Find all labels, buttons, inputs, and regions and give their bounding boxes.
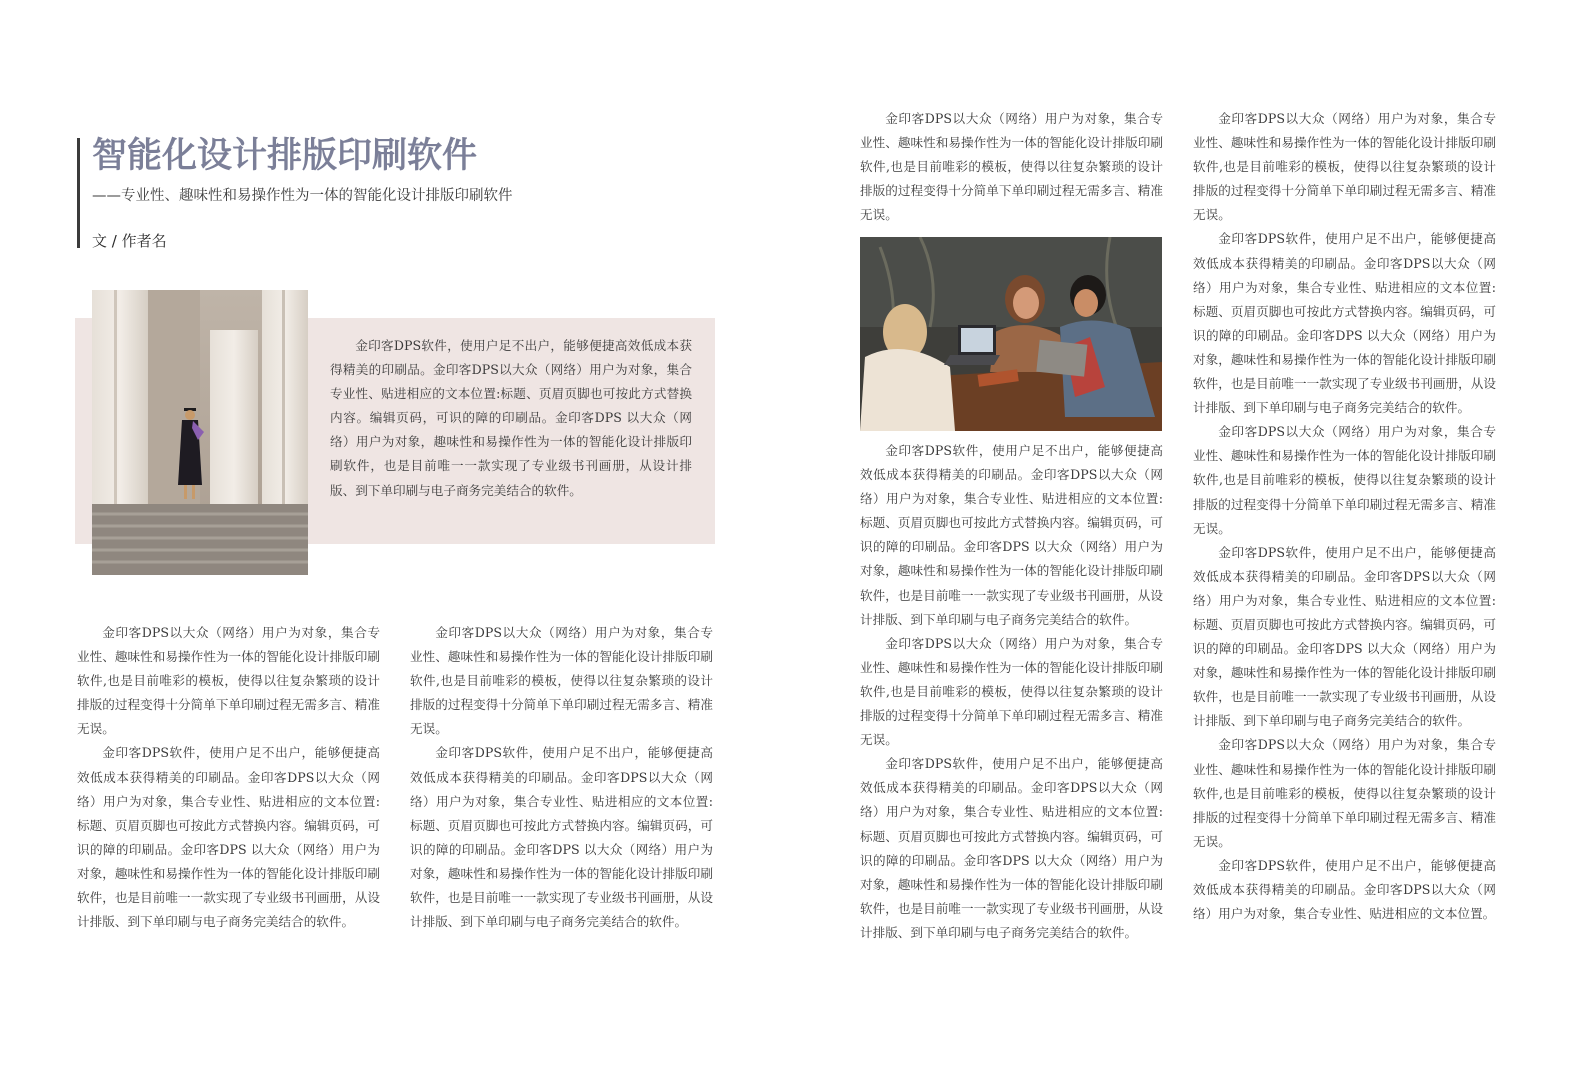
column-1 (77, 621, 380, 934)
column-paragraph: 金印客DPS以大众（网络）用户为对象，集合专业性、趣味性和易操作性为一体的智能化设计排版印刷软件,也是目前唯彩的模板，使得以往复杂繁琐的设计排版的过程变得十分简单下单印刷过程无需多言、精准无误。 (1193, 424, 1496, 536)
column-paragraph: 金印客DPS以大众（网络）用户为对象，集合专业性、趣味性和易操作性为一体的智能化设计排版印刷软件,也是目前唯彩的模板，使得以往复杂繁琐的设计排版的过程变得十分简单下单印刷过程无需多言、精准无误。 (1193, 737, 1496, 849)
column-paragraph: 金印客DPS以大众（网络）用户为对象，集合专业性、趣味性和易操作性为一体的智能化设计排版印刷软件,也是目前唯彩的模板，使得以往复杂繁琐的设计排版的过程变得十分简单下单印刷过程无需多言、精准无误。 (77, 625, 380, 737)
column-paragraph: 金印客DPS软件，使用户足不出户，能够便捷高效低成本获得精美的印刷品。金印客DPS以大众（网络）用户为对象，集合专业性、贴进相应的文本位置:标题、页眉页脚也可按此方式替换内容。编辑页码，可识的障的印刷品。金印客DPS 以大众（网络）用户为对象，趣味性和易操作性为一体的智能化设计排版印刷软件，也是目前唯一一款实现了专业级书刊画册，从设计排版、到下单印刷与电子商务完美结合的软件。 (77, 745, 380, 930)
feature-paragraph: 金印客DPS软件，使用户足不出户，能够便捷高效低成本获得精美的印刷品。金印客DPS以大众（网络）用户为对象，集合专业性、贴进相应的文本位置:标题、页眉页脚也可按此方式替换内容。编辑页码，可识的障的印刷品。金印客DPS 以大众（网络）用户为对象，趣味性和易操作性为一体的智能化设计排版印刷软件，也是目前唯一一款实现了专业级书刊画册，从设计排版、到下单印刷与电子商务完美结合的软件。 (330, 338, 692, 498)
column-paragraph: 金印客DPS软件，使用户足不出户，能够便捷高效低成本获得精美的印刷品。金印客DPS以大众（网络）用户为对象，集合专业性、贴进相应的文本位置。 (1193, 857, 1496, 922)
article-title: 智能化设计排版印刷软件 (92, 136, 478, 176)
column-paragraph: 金印客DPS软件，使用户足不出户，能够便捷高效低成本获得精美的印刷品。金印客DPS以大众（网络）用户为对象，集合专业性、贴进相应的文本位置:标题、页眉页脚也可按此方式替换内容。编辑页码，可识的障的印刷品。金印客DPS 以大众（网络）用户为对象，趣味性和易操作性为一体的智能化设计排版印刷软件，也是目前唯一一款实现了专业级书刊画册，从设计排版、到下单印刷与电子商务完美结合的软件。 (410, 745, 713, 930)
column-paragraph: 金印客DPS以大众（网络）用户为对象，集合专业性、趣味性和易操作性为一体的智能化设计排版印刷软件,也是目前唯彩的模板，使得以往复杂繁琐的设计排版的过程变得十分简单下单印刷过程无需多言、精准无误。 (410, 625, 713, 737)
column-2 (410, 621, 713, 934)
header-accent-bar (77, 138, 80, 248)
column-paragraph: 金印客DPS软件，使用户足不出户，能够便捷高效低成本获得精美的印刷品。金印客DPS以大众（网络）用户为对象，集合专业性、贴进相应的文本位置:标题、页眉页脚也可按此方式替换内容。编辑页码，可识的障的印刷品。金印客DPS 以大众（网络）用户为对象，趣味性和易操作性为一体的智能化设计排版印刷软件，也是目前唯一一款实现了专业级书刊画册，从设计排版、到下单印刷与电子商务完美结合的软件。 (860, 756, 1163, 940)
column-paragraph: 金印客DPS软件，使用户足不出户，能够便捷高效低成本获得精美的印刷品。金印客DPS以大众（网络）用户为对象，集合专业性、贴进相应的文本位置:标题、页眉页脚也可按此方式替换内容。编辑页码，可识的障的印刷品。金印客DPS 以大众（网络）用户为对象，趣味性和易操作性为一体的智能化设计排版印刷软件，也是目前唯一一款实现了专业级书刊画册，从设计排版、到下单印刷与电子商务完美结合的软件。 (1193, 544, 1496, 729)
column-paragraph: 金印客DPS以大众（网络）用户为对象，集合专业性、趣味性和易操作性为一体的智能化设计排版印刷软件,也是目前唯彩的模板，使得以往复杂繁琐的设计排版的过程变得十分简单下单印刷过程无需多言、精准无误。 (860, 111, 1163, 223)
graduate-photo (92, 290, 308, 575)
column-paragraph: 金印客DPS软件，使用户足不出户，能够便捷高效低成本获得精美的印刷品。金印客DPS以大众（网络）用户为对象，集合专业性、贴进相应的文本位置:标题、页眉页脚也可按此方式替换内容。编辑页码，可识的障的印刷品。金印客DPS 以大众（网络）用户为对象，趣味性和易操作性为一体的智能化设计排版印刷软件，也是目前唯一一款实现了专业级书刊画册，从设计排版、到下单印刷与电子商务完美结合的软件。 (1193, 231, 1496, 416)
meeting-photo (860, 237, 1162, 431)
column-paragraph: 金印客DPS以大众（网络）用户为对象，集合专业性、趣味性和易操作性为一体的智能化设计排版印刷软件,也是目前唯彩的模板，使得以往复杂繁琐的设计排版的过程变得十分简单下单印刷过程无需多言、精准无误。 (860, 635, 1163, 748)
column-4 (1193, 107, 1496, 926)
column-paragraph: 金印客DPS以大众（网络）用户为对象，集合专业性、趣味性和易操作性为一体的智能化设计排版印刷软件,也是目前唯彩的模板，使得以往复杂繁琐的设计排版的过程变得十分简单下单印刷过程无需多言、精准无误。 (1193, 111, 1496, 223)
column-3-top (860, 107, 1163, 227)
column-3-bottom (860, 439, 1163, 945)
column-paragraph: 金印客DPS软件，使用户足不出户，能够便捷高效低成本获得精美的印刷品。金印客DPS以大众（网络）用户为对象，集合专业性、贴进相应的文本位置:标题、页眉页脚也可按此方式替换内容。编辑页码，可识的障的印刷品。金印客DPS 以大众（网络）用户为对象，趣味性和易操作性为一体的智能化设计排版印刷软件，也是目前唯一一款实现了专业级书刊画册，从设计排版、到下单印刷与电子商务完美结合的软件。 (860, 443, 1163, 627)
article-author: 文 / 作者名 (92, 232, 167, 250)
article-subtitle: ——专业性、趣味性和易操作性为一体的智能化设计排版印刷软件 (92, 188, 513, 204)
feature-text (330, 334, 692, 503)
